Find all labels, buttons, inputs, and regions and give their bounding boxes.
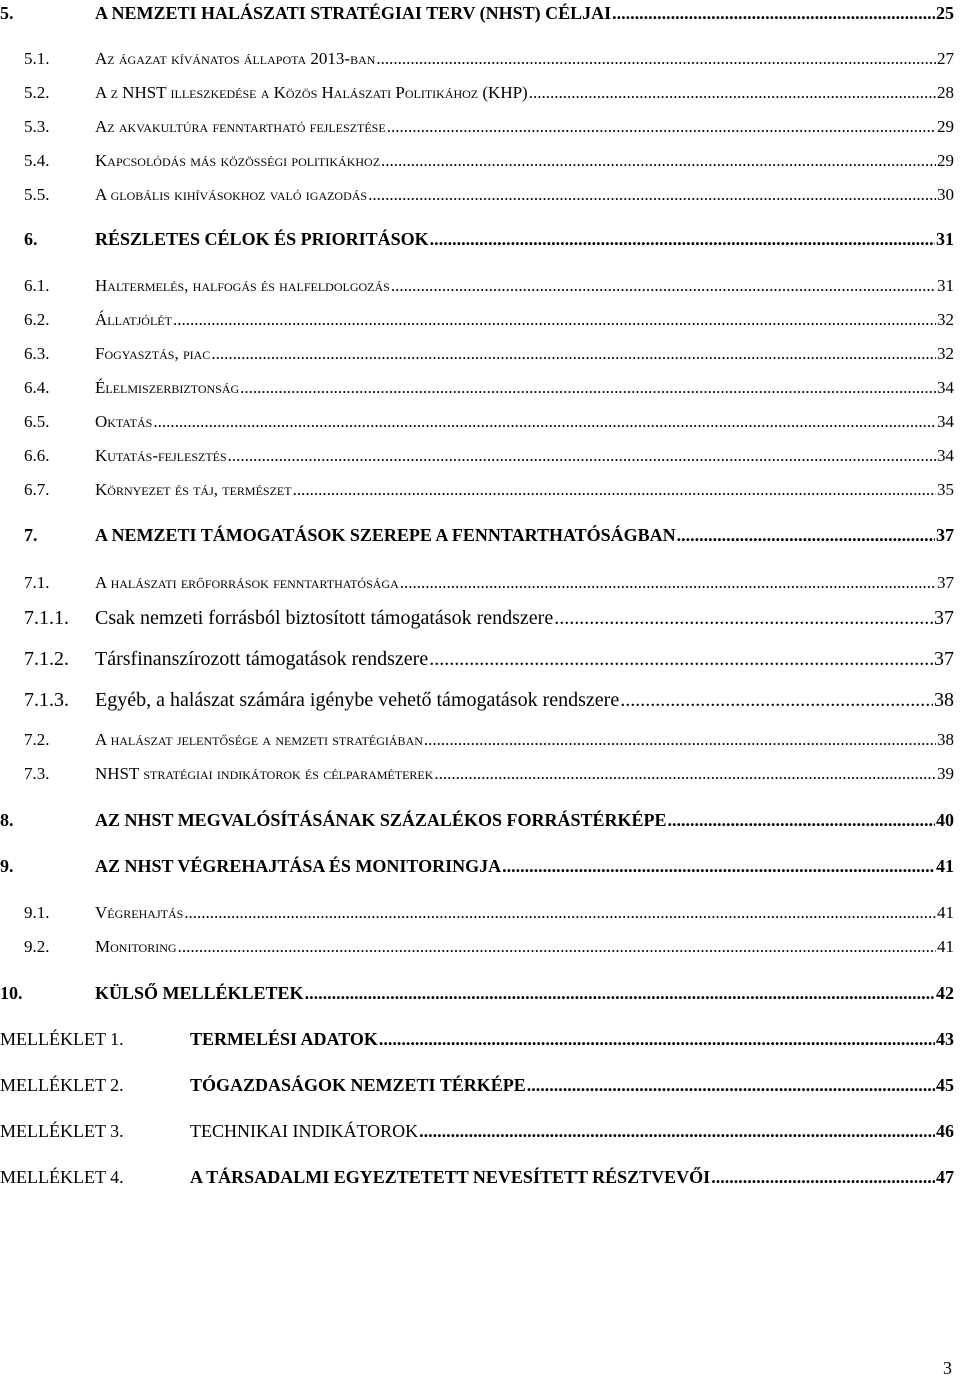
toc-page: 35 [937, 480, 954, 499]
toc-title: TERMELÉSI ADATOK [190, 1029, 378, 1049]
toc-title: Oktatás [95, 412, 153, 431]
toc-leader [620, 690, 933, 710]
toc-page: 37 [936, 525, 954, 545]
toc-number: 6. [24, 229, 38, 249]
toc-title: A globális kihívásokhoz való igazodás [95, 185, 368, 204]
toc-entry-6-2[interactable] [24, 311, 954, 328]
toc-title: Csak nemzeti forrásból biztosított támogatások rendszere [95, 607, 554, 629]
toc-page: 27 [937, 49, 954, 68]
toc-entry-6-4[interactable] [24, 379, 954, 396]
toc-number: 5. [0, 3, 14, 23]
toc-number: 7. [24, 525, 38, 545]
toc-number: MELLÉKLET 3. [0, 1121, 124, 1141]
toc-entry-5-4[interactable] [24, 152, 954, 169]
toc-title: A TÁRSADALMI EGYEZTETETT NEVESÍTETT RÉSZTVEVŐI [190, 1167, 711, 1187]
toc-title: Kutatás-fejlesztés [95, 446, 227, 465]
toc-entry-7-1-1[interactable] [24, 608, 954, 628]
toc-title: KÜLSŐ MELLÉKLETEK [95, 983, 304, 1003]
toc-leader [376, 50, 936, 67]
toc-number: 7.3. [24, 764, 50, 783]
toc-page: 31 [936, 229, 954, 249]
toc-leader [391, 277, 936, 294]
toc-leader [184, 904, 936, 921]
toc-leader [228, 447, 936, 464]
toc-title: A NEMZETI HALÁSZATI STRATÉGIAI TERV (NHST) CÉLJAI [95, 3, 612, 23]
toc-number: 5.3. [24, 117, 50, 136]
toc-entry-5-1[interactable] [24, 50, 954, 67]
toc-title: Haltermelés, halfogás és halfeldolgozás [95, 276, 390, 295]
toc-leader [430, 230, 935, 248]
toc-leader [368, 186, 936, 203]
toc-page: 43 [936, 1029, 954, 1049]
toc-leader [554, 608, 933, 628]
toc-page: 38 [934, 689, 954, 711]
toc-number: 9.1. [24, 903, 50, 922]
toc-number: 7.1.2. [24, 648, 69, 670]
toc-page: 31 [937, 276, 954, 295]
toc-number: 7.1.3. [24, 689, 69, 711]
toc-entry-annex-1[interactable] [0, 1030, 954, 1048]
toc-number: 6.7. [24, 480, 50, 499]
toc-leader [379, 1030, 935, 1048]
toc-leader [305, 984, 935, 1002]
toc-number: 5.5. [24, 185, 50, 204]
toc-leader [677, 526, 935, 544]
toc-leader [424, 731, 936, 748]
toc-leader [502, 857, 935, 875]
toc-page: 38 [937, 730, 954, 749]
toc-number: 6.6. [24, 446, 50, 465]
toc-entry-6-3[interactable] [24, 345, 954, 362]
toc-entry-6-6[interactable] [24, 447, 954, 464]
toc-page: 41 [937, 937, 954, 956]
toc-number: 7.2. [24, 730, 50, 749]
toc-number: 6.2. [24, 310, 50, 329]
toc-leader [153, 413, 936, 430]
toc-page: 37 [937, 573, 954, 592]
toc-leader [240, 379, 936, 396]
toc-number: 10. [0, 983, 23, 1003]
toc-number: 7.1.1. [24, 607, 69, 629]
toc-entry-6-7[interactable] [24, 481, 954, 498]
toc-number: 6.4. [24, 378, 50, 397]
toc-number: 8. [0, 810, 14, 830]
toc-number: 6.3. [24, 344, 50, 363]
toc-number: 5.4. [24, 151, 50, 170]
toc-title: Az akvakultúra fenntartható fejlesztése [95, 117, 386, 136]
toc-leader [387, 118, 936, 135]
toc-number: 9.2. [24, 937, 50, 956]
toc-title: Fogyasztás, piac [95, 344, 211, 363]
toc-page: 34 [937, 378, 954, 397]
toc-title: TÓGAZDASÁGOK NEMZETI TÉRKÉPE [190, 1075, 526, 1095]
toc-page: 37 [934, 648, 954, 670]
toc-leader [429, 649, 933, 669]
toc-title: AZ NHST VÉGREHAJTÁSA ÉS MONITORINGJA [95, 856, 502, 876]
toc-page: 42 [936, 983, 954, 1003]
toc-entry-7-1-2[interactable] [24, 649, 954, 669]
toc-page: 34 [937, 412, 954, 431]
toc-title: NHST stratégiai indikátorok és célparaméterek [95, 764, 434, 783]
toc-entry-9-2[interactable] [24, 938, 954, 955]
toc-leader [400, 574, 936, 591]
toc-entry-9[interactable] [0, 857, 954, 875]
toc-number: MELLÉKLET 1. [0, 1029, 124, 1049]
toc-leader [612, 4, 935, 22]
toc-entry-6-1[interactable] [24, 277, 954, 294]
toc-title: Monitoring [95, 937, 177, 956]
toc-entry-7-1[interactable] [24, 574, 954, 591]
toc-title: A halászati erőforrások fenntarthatósága [95, 573, 399, 592]
toc-title: Egyéb, a halászat számára igénybe vehető támogatások rendszere [95, 689, 620, 711]
toc-leader [434, 765, 936, 782]
toc-page: 28 [937, 83, 954, 102]
toc-title: Az ágazat kívánatos állapota 2013-ban [95, 49, 376, 68]
toc-leader [381, 152, 936, 169]
toc-leader [211, 345, 936, 362]
toc-leader [667, 811, 935, 829]
toc-title: Társfinanszírozott támogatások rendszere [95, 648, 429, 670]
toc-leader [178, 938, 936, 955]
toc-leader [711, 1168, 935, 1186]
toc-number: 9. [0, 856, 14, 876]
toc-page: 32 [937, 344, 954, 363]
toc-page: 29 [937, 117, 954, 136]
toc-entry-annex-2[interactable] [0, 1076, 954, 1094]
toc-entry-annex-4[interactable] [0, 1168, 954, 1186]
toc-page: 40 [936, 810, 954, 830]
toc-page: 45 [936, 1075, 954, 1095]
toc-page: 30 [937, 185, 954, 204]
toc-entry-6-5[interactable] [24, 413, 954, 430]
toc-number: MELLÉKLET 2. [0, 1075, 124, 1095]
toc-entry-7-1-3[interactable] [24, 690, 954, 710]
toc-title: RÉSZLETES CÉLOK ÉS PRIORITÁSOK [95, 229, 429, 249]
toc-entry-7-3[interactable] [24, 765, 954, 782]
toc-number: 6.1. [24, 276, 50, 295]
toc-entry-5[interactable] [0, 4, 954, 22]
toc-page: 25 [936, 3, 954, 23]
toc-page: 32 [937, 310, 954, 329]
toc-title: Élelmiszerbiztonság [95, 378, 240, 397]
toc-page: 41 [937, 903, 954, 922]
toc-entry-7-2[interactable] [24, 731, 954, 748]
toc-number: 5.1. [24, 49, 50, 68]
toc-entry-5-3[interactable] [24, 118, 954, 135]
toc-title: Végrehajtás [95, 903, 184, 922]
toc-title: Kapcsolódás más közösségi politikákhoz [95, 151, 381, 170]
toc-leader [529, 84, 936, 101]
toc-title: A halászat jelentősége a nemzeti stratégiában [95, 730, 423, 749]
toc-leader [173, 311, 936, 328]
toc-entry-9-1[interactable] [24, 904, 954, 921]
toc-entry-5-2[interactable] [24, 84, 954, 101]
toc-title: Környezet és táj, természet [95, 480, 292, 499]
toc-title: A NEMZETI TÁMOGATÁSOK SZEREPE A FENNTARTHATÓSÁGBAN [95, 525, 676, 545]
toc-entry-8[interactable] [0, 811, 954, 829]
toc-entry-annex-3[interactable] [0, 1122, 954, 1140]
toc-page: 41 [936, 856, 954, 876]
page-number: 3 [943, 1358, 952, 1378]
toc-page: 39 [937, 764, 954, 783]
toc-leader [293, 481, 936, 498]
toc-page: 47 [936, 1167, 954, 1187]
toc-entry-10[interactable] [0, 984, 954, 1002]
toc-page: 34 [937, 446, 954, 465]
toc-entry-7[interactable] [24, 526, 954, 544]
toc-entry-6[interactable] [24, 230, 954, 248]
toc-title: TECHNIKAI INDIKÁTOROK [190, 1121, 419, 1141]
toc-title: A z NHST illeszkedése a Közös Halászati Politikához (KHP) [95, 83, 528, 102]
toc-entry-5-5[interactable] [24, 186, 954, 203]
toc-number: 7.1. [24, 573, 50, 592]
toc-title: Állatjólét [95, 310, 172, 329]
toc-number: 5.2. [24, 83, 50, 102]
toc-page: 29 [937, 151, 954, 170]
toc-page: 37 [934, 607, 954, 629]
toc-title: AZ NHST MEGVALÓSÍTÁSÁNAK SZÁZALÉKOS FORRÁSTÉRKÉPE [95, 810, 667, 830]
toc-number: 6.5. [24, 412, 50, 431]
toc-leader [527, 1076, 935, 1094]
toc-number: MELLÉKLET 4. [0, 1167, 124, 1187]
toc-page: 46 [936, 1121, 954, 1141]
toc-leader [419, 1122, 935, 1140]
